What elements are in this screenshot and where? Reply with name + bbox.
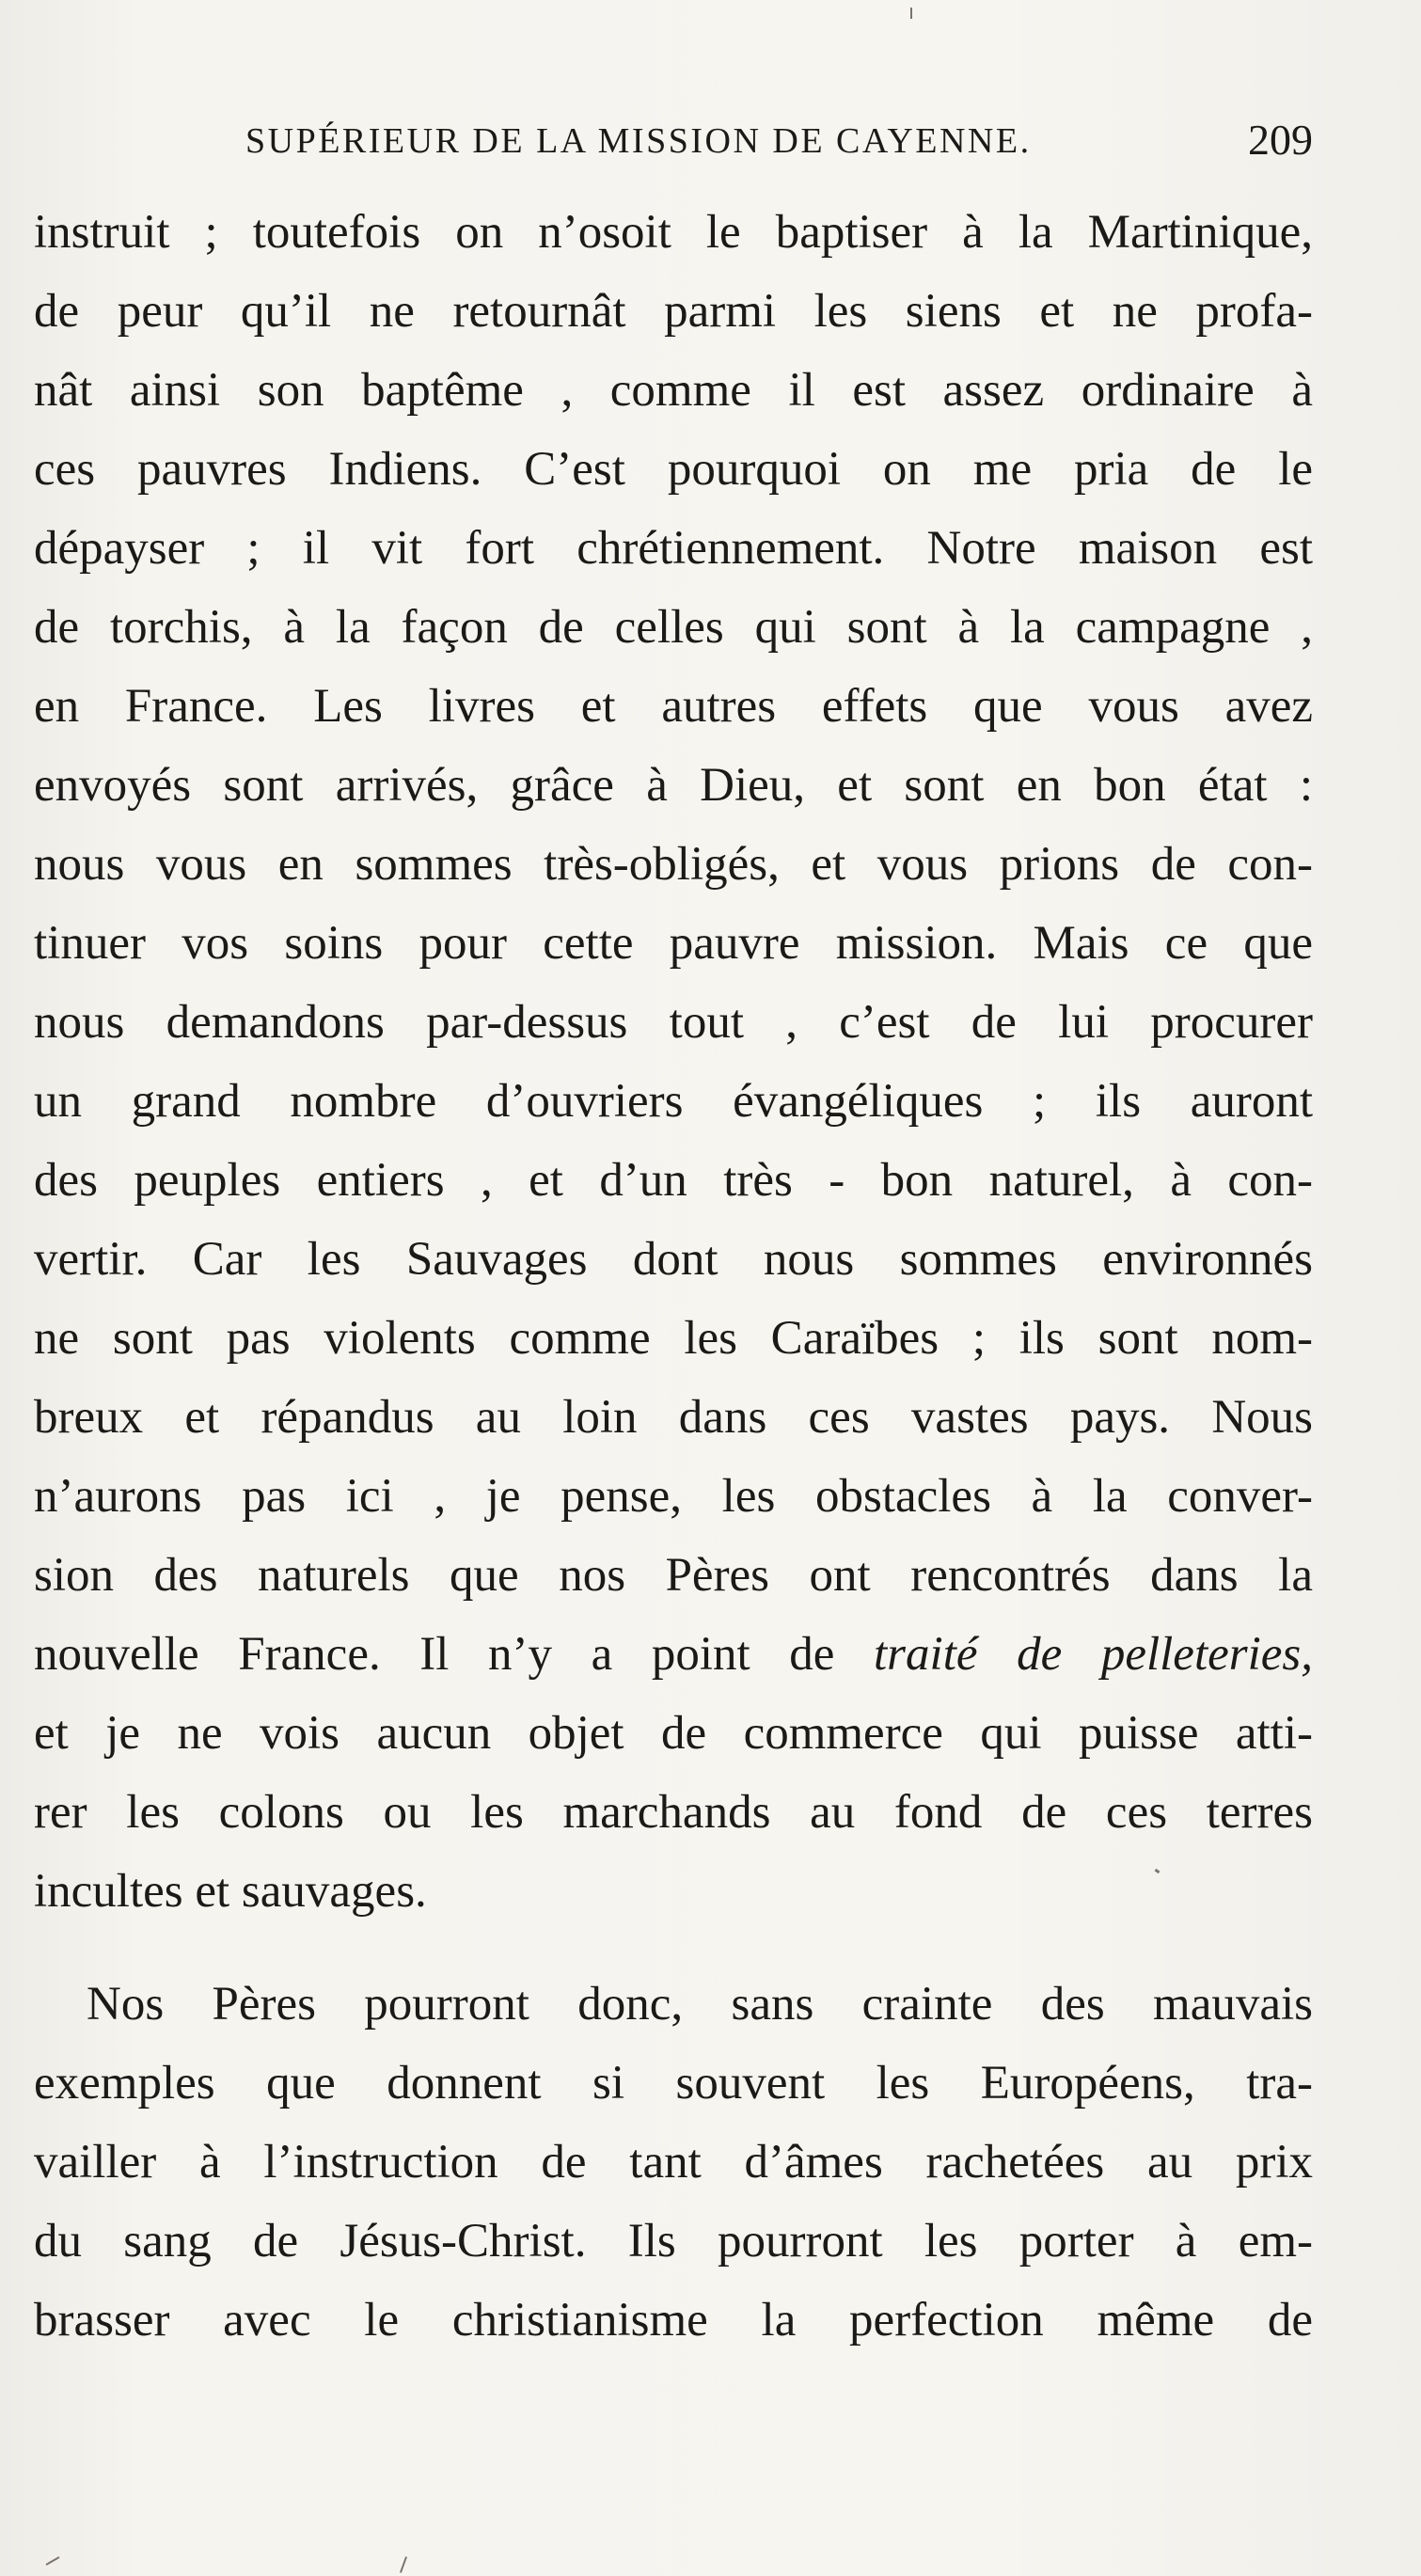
paper-speck — [46, 2556, 60, 2566]
text-segment: nouvelle France. Il n’y a point de — [34, 1628, 875, 1681]
text-line: instruit ; toutefois on n’osoit le baptiser à la Martinique, — [34, 206, 1313, 259]
text-line: et je ne vois aucun objet de commerce qui puisse atti- — [34, 1707, 1313, 1760]
text-line: de torchis, à la façon de celles qui sont à la campagne , — [34, 601, 1313, 654]
text-line: vertir. Car les Sauvages dont nous sommes environnés — [34, 1233, 1313, 1286]
italic-phrase: traité de pelleteries, — [874, 1628, 1313, 1681]
text-line-with-italic — [34, 1615, 1313, 1694]
paper-speck — [910, 8, 912, 19]
text-line: du sang de Jésus-Christ. Ils pourront les porter à em- — [34, 2215, 1313, 2268]
paper-speck — [400, 2556, 407, 2573]
text-line: des peuples entiers , et d’un très - bon naturel, à con- — [34, 1154, 1313, 1207]
page-header — [34, 111, 1313, 179]
body-text — [34, 193, 1313, 2360]
text-line: vailler à l’instruction de tant d’âmes rachetées au prix — [34, 2136, 1313, 2189]
text-line: sion des naturels que nos Pères ont rencontrés dans la — [34, 1549, 1313, 1602]
text-line: incultes et sauvages. — [34, 1865, 427, 1918]
text-line: nât ainsi son baptême , comme il est assez ordinaire à — [34, 364, 1313, 417]
text-line: tinuer vos soins pour cette pauvre mission. Mais ce que — [34, 917, 1313, 970]
text-line: exemples que donnent si souvent les Européens, tra- — [34, 2057, 1313, 2110]
page-number: 209 — [1248, 116, 1313, 164]
text-line: nous vous en sommes très-obligés, et vous prions de con- — [34, 838, 1313, 891]
paragraph-gap — [34, 1931, 1313, 1965]
text-line: nous demandons par-dessus tout , c’est de lui procurer — [34, 996, 1313, 1049]
paragraph — [34, 193, 1313, 1931]
text-line: envoyés sont arrivés, grâce à Dieu, et sont en bon état : — [34, 759, 1313, 812]
text-line: n’aurons pas ici , je pense, les obstacles à la conver- — [34, 1470, 1313, 1523]
text-line: en France. Les livres et autres effets que vous avez — [34, 680, 1313, 733]
text-line: de peur qu’il ne retournât parmi les siens et ne profa- — [34, 285, 1313, 338]
text-line: rer les colons ou les marchands au fond de ces terres — [34, 1786, 1313, 1839]
text-line: brasser avec le christianisme la perfection même de — [34, 2294, 1313, 2347]
text-line: ne sont pas violents comme les Caraïbes ; ils sont nom- — [34, 1312, 1313, 1365]
paragraph — [34, 1965, 1313, 2360]
text-line: Nos Pères pourront donc, sans crainte des mauvais — [87, 1978, 1313, 2031]
running-title: SUPÉRIEUR DE LA MISSION DE CAYENNE. — [245, 121, 1032, 161]
text-line: ces pauvres Indiens. C’est pourquoi on me pria de le — [34, 443, 1313, 496]
text-line: un grand nombre d’ouvriers évangéliques ; ils auront — [34, 1075, 1313, 1128]
text-line: breux et répandus au loin dans ces vastes pays. Nous — [34, 1391, 1313, 1444]
text-line: dépayser ; il vit fort chrétiennement. Notre maison est — [34, 522, 1313, 575]
